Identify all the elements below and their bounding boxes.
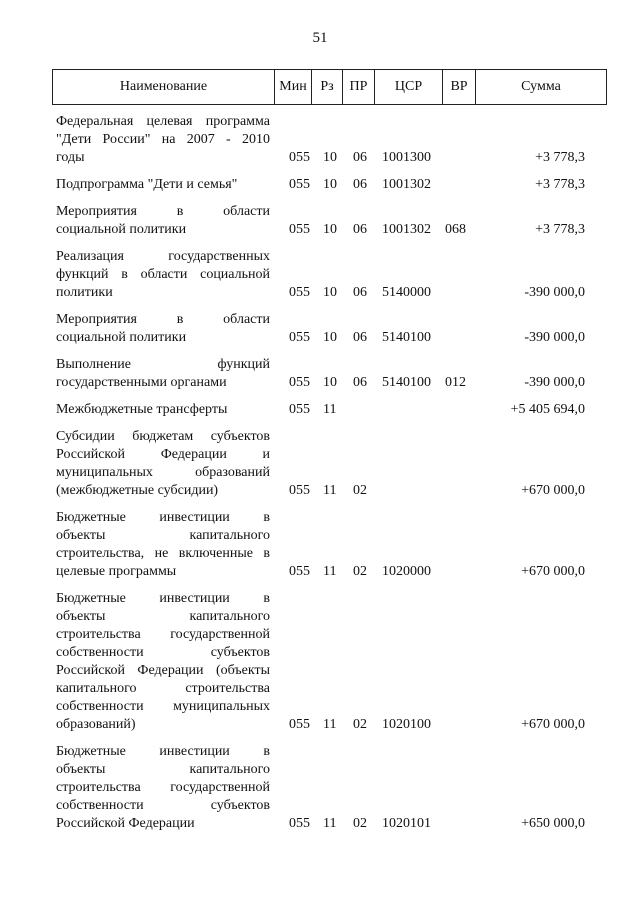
- cell-min: 055: [289, 816, 310, 831]
- row-name-line: строительства государственной: [56, 780, 270, 795]
- row-name-line: (межбюджетные субсидии): [56, 483, 219, 498]
- cell-sum: +3 778,3: [535, 222, 585, 237]
- cell-csr: 1020100: [382, 717, 431, 732]
- row-name-line: "Дети России" на 2007 - 2010: [56, 132, 270, 147]
- cell-rz: 10: [323, 150, 337, 165]
- row-codes: [0, 284, 640, 302]
- row-codes: [0, 176, 640, 194]
- row-name-line: Мероприятия в области: [56, 204, 270, 219]
- row-name-line: государственными органами: [56, 375, 227, 390]
- cell-csr: 1020101: [382, 816, 431, 831]
- header-vr: ВР: [443, 70, 476, 104]
- header-name: Наименование: [53, 70, 275, 104]
- row-codes: [0, 374, 640, 392]
- row-name-line: Реализация государственных: [56, 249, 270, 264]
- table-row: [0, 428, 640, 500]
- cell-sum: +670 000,0: [521, 717, 585, 732]
- table-row: [0, 509, 640, 581]
- cell-csr: 5140000: [382, 285, 431, 300]
- cell-pr: 06: [353, 285, 367, 300]
- cell-csr: 1001300: [382, 150, 431, 165]
- cell-min: 055: [289, 285, 310, 300]
- row-name-line: Российской Федерации: [56, 816, 195, 831]
- header-csr: ЦСР: [375, 70, 443, 104]
- cell-rz: 10: [323, 222, 337, 237]
- row-codes: [0, 149, 640, 167]
- row-name-line: социальной политики: [56, 330, 187, 345]
- cell-vr: 068: [445, 222, 466, 237]
- cell-rz: 10: [323, 375, 337, 390]
- row-codes: [0, 815, 640, 833]
- cell-sum: -390 000,0: [524, 330, 585, 345]
- cell-sum: -390 000,0: [524, 375, 585, 390]
- row-name-line: политики: [56, 285, 113, 300]
- cell-min: 055: [289, 483, 310, 498]
- cell-pr: 02: [353, 483, 367, 498]
- cell-rz: 11: [323, 483, 337, 498]
- row-name-line: целевые программы: [56, 564, 177, 579]
- table-row: [0, 248, 640, 302]
- cell-csr: 1020000: [382, 564, 431, 579]
- header-min: Мин: [275, 70, 312, 104]
- row-name-line: образований): [56, 717, 136, 732]
- cell-pr: 06: [353, 375, 367, 390]
- row-name-line: годы: [56, 150, 85, 165]
- header-pr: ПР: [343, 70, 375, 104]
- row-codes: [0, 716, 640, 734]
- cell-csr: 1001302: [382, 177, 431, 192]
- table-row: [0, 401, 640, 419]
- cell-csr: 5140100: [382, 330, 431, 345]
- cell-pr: 06: [353, 222, 367, 237]
- cell-pr: 06: [353, 177, 367, 192]
- cell-sum: +670 000,0: [521, 564, 585, 579]
- row-name-line: Федеральная целевая программа: [56, 114, 270, 129]
- cell-sum: +670 000,0: [521, 483, 585, 498]
- cell-min: 055: [289, 402, 310, 417]
- cell-sum: +5 405 694,0: [510, 402, 585, 417]
- row-name-line: Бюджетные инвестиции в: [56, 744, 270, 759]
- table-row: [0, 311, 640, 347]
- table-row: [0, 590, 640, 734]
- row-name-line: функций в области социальной: [56, 267, 270, 282]
- page-number: 51: [312, 30, 328, 46]
- row-name: [56, 590, 270, 734]
- cell-sum: +650 000,0: [521, 816, 585, 831]
- row-name-line: объекты капитального: [56, 528, 270, 543]
- row-name-line: собственности субъектов: [56, 798, 270, 813]
- cell-sum: -390 000,0: [524, 285, 585, 300]
- row-name-line: Бюджетные инвестиции в: [56, 510, 270, 525]
- row-name-line: строительства, не включенные в: [56, 546, 270, 561]
- cell-sum: +3 778,3: [535, 150, 585, 165]
- cell-pr: 06: [353, 150, 367, 165]
- table-row: [0, 356, 640, 392]
- header-rz: Рз: [312, 70, 343, 104]
- table-row: [0, 743, 640, 833]
- cell-csr: 1001302: [382, 222, 431, 237]
- header-sum: Сумма: [521, 79, 561, 94]
- cell-rz: 11: [323, 717, 337, 732]
- row-codes: [0, 563, 640, 581]
- cell-rz: 11: [323, 564, 337, 579]
- table-row: [0, 176, 640, 194]
- row-name-line: Российской Федерации и: [56, 447, 270, 462]
- row-name-line: объекты капитального: [56, 609, 270, 624]
- row-codes: [0, 401, 640, 419]
- cell-pr: 02: [353, 564, 367, 579]
- cell-rz: 11: [323, 402, 337, 417]
- cell-min: 055: [289, 330, 310, 345]
- row-codes: [0, 482, 640, 500]
- cell-csr: 5140100: [382, 375, 431, 390]
- table-header: [52, 69, 607, 105]
- cell-min: 055: [289, 717, 310, 732]
- table-row: [0, 113, 640, 167]
- table-row: [0, 203, 640, 239]
- row-name-line: собственности субъектов: [56, 645, 270, 660]
- row-name-line: строительства государственной: [56, 627, 270, 642]
- row-name-line: Межбюджетные трансферты: [56, 402, 228, 417]
- row-name-line: собственности муниципальных: [56, 699, 270, 714]
- row-name-line: муниципальных образований: [56, 465, 270, 480]
- row-name-line: Бюджетные инвестиции в: [56, 591, 270, 606]
- cell-rz: 10: [323, 285, 337, 300]
- cell-sum: +3 778,3: [535, 177, 585, 192]
- row-name-line: Мероприятия в области: [56, 312, 270, 327]
- row-name-line: капитального строительства: [56, 681, 270, 696]
- cell-min: 055: [289, 375, 310, 390]
- row-name-line: социальной политики: [56, 222, 187, 237]
- cell-min: 055: [289, 177, 310, 192]
- cell-rz: 10: [323, 330, 337, 345]
- cell-pr: 02: [353, 717, 367, 732]
- row-name-line: Подпрограмма "Дети и семья": [56, 177, 238, 192]
- cell-vr: 012: [445, 375, 466, 390]
- row-codes: [0, 221, 640, 239]
- row-name-line: Российской Федерации (объекты: [56, 663, 270, 678]
- cell-rz: 10: [323, 177, 337, 192]
- row-codes: [0, 329, 640, 347]
- row-name-line: объекты капитального: [56, 762, 270, 777]
- row-name-line: Выполнение функций: [56, 357, 270, 372]
- cell-rz: 11: [323, 816, 337, 831]
- cell-min: 055: [289, 564, 310, 579]
- cell-min: 055: [289, 150, 310, 165]
- cell-min: 055: [289, 222, 310, 237]
- cell-pr: 02: [353, 816, 367, 831]
- cell-pr: 06: [353, 330, 367, 345]
- row-name-line: Субсидии бюджетам субъектов: [56, 429, 270, 444]
